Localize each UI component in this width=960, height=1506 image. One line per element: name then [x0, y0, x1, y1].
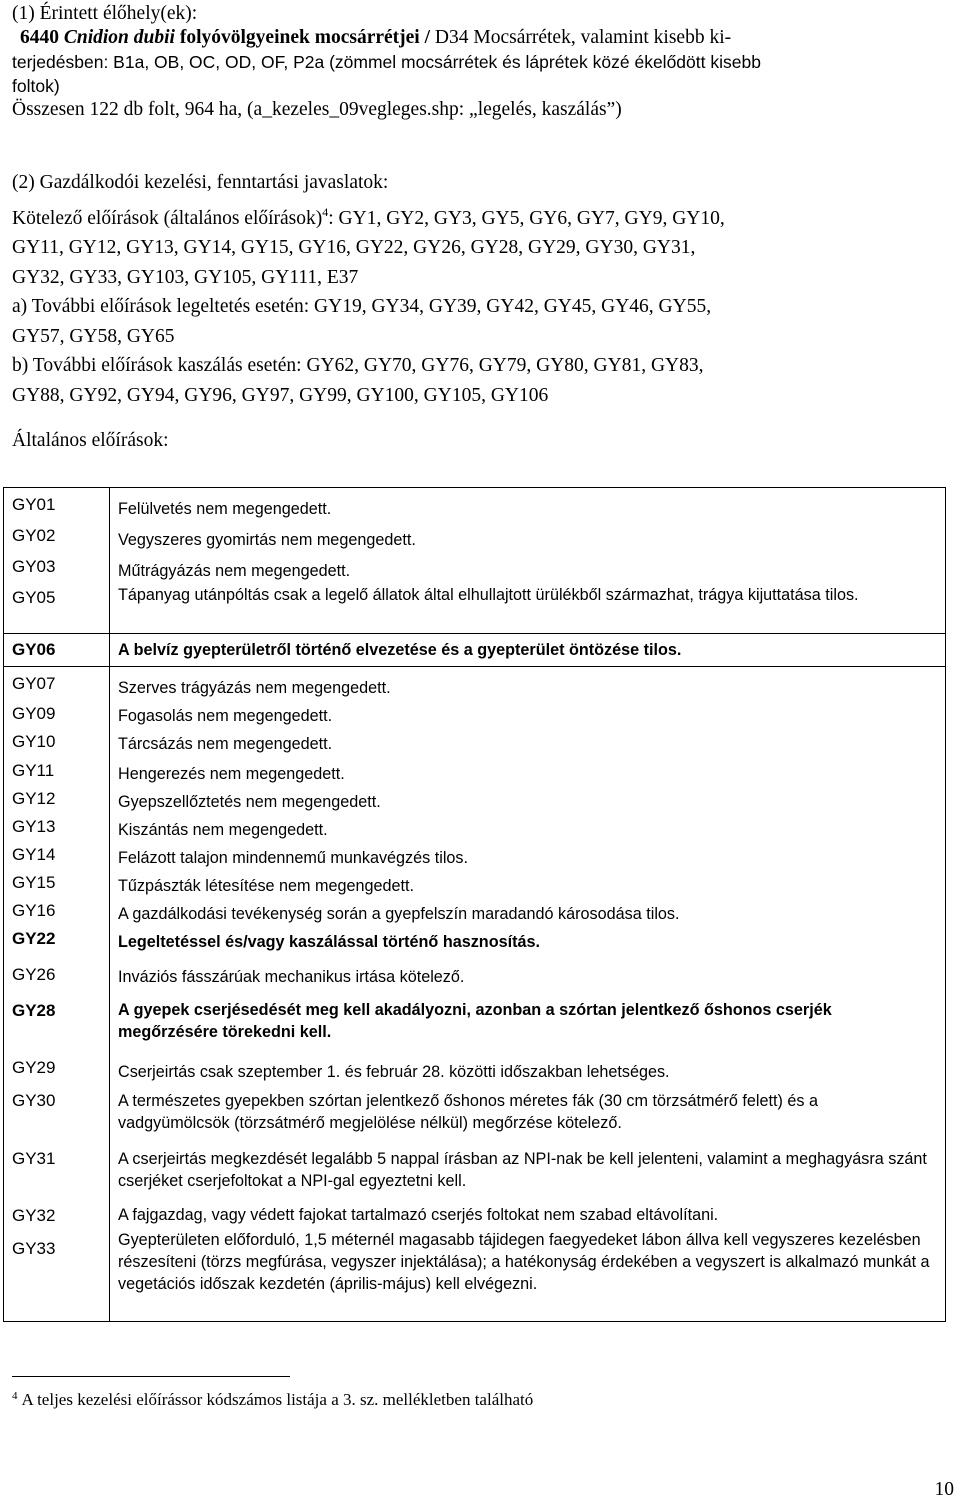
- rule-code: GY12: [12, 789, 56, 808]
- rule-text: A belvíz gyepterületről történő elvezetése és a gyepterület öntözése tilos.: [118, 641, 682, 659]
- rules-table: [3, 487, 946, 1322]
- rule-text: Inváziós fásszárúak mechanikus irtása kötelező.: [118, 968, 465, 986]
- description-cell: [110, 634, 946, 667]
- rule-code: GY10: [12, 732, 56, 751]
- description-cell: [110, 667, 946, 1322]
- rule-text: Tűzpászták létesítése nem megengedett.: [118, 877, 415, 895]
- table-row: [4, 488, 946, 634]
- rule-code: GY02: [12, 526, 56, 545]
- rule-text: A gazdálkodási tevékenység során a gyepfelszín maradandó károsodása tilos.: [118, 905, 680, 923]
- rule-code: GY16: [12, 901, 56, 920]
- rule-code: GY26: [12, 965, 56, 984]
- habitat-title-rest: D34 Mocsárrétek, valamint kisebb ki-: [434, 27, 732, 48]
- rule-code: GY32: [12, 1206, 56, 1225]
- rule-code: GY11: [12, 761, 55, 780]
- rule-text: A cserjeirtás megkezdését legalább 5 nappal írásban az NPI-nak be kell jelenteni, valamint a meghagyásra szánt cserjéket cserjefoltokat a NPI-gal egyeztetni kell.: [118, 1150, 927, 1190]
- code-cell: [4, 667, 110, 1322]
- rule-code: GY22: [12, 929, 56, 948]
- rule-text: Gyepterületen előforduló, 1,5 méternél magasabb tájidegen faegyedeket lábon állva kell vegyszeres kezelésben részesíteni (törzs megfúrása, vegyszer injektálása); a hatékonyság érdekében a vegyszert is alkalmazó munkát a vegetációs időszak kezdetén (április-május) kell elvégezni.: [118, 1231, 930, 1293]
- habitat-title-line: [12, 26, 956, 50]
- habitat-summary: Összesen 122 db folt, 964 ha, (a_kezeles_09vegleges.shp: „legelés, kaszálás”): [12, 99, 622, 120]
- general-rules-heading: Általános előírások:: [12, 430, 169, 451]
- mowing-line-2: GY88, GY92, GY94, GY96, GY97, GY99, GY100, GY105, GY106: [12, 384, 549, 406]
- rule-text: Kiszántás nem megengedett.: [118, 821, 328, 839]
- rule-text: Vegyszeres gyomirtás nem megengedett.: [118, 531, 416, 549]
- rule-text: Felülvetés nem megengedett.: [118, 500, 332, 518]
- rule-text: Legeltetéssel és/vagy kaszálással történő hasznosítás.: [118, 933, 540, 951]
- habitat-code: 6440: [20, 27, 59, 48]
- rule-text: Cserjeirtás csak szeptember 1. és február 28. közötti időszakban lehetséges.: [118, 1063, 670, 1081]
- rule-code: GY33: [12, 1239, 56, 1258]
- mandatory-codes-1: : GY1, GY2, GY3, GY5, GY6, GY7, GY9, GY10,: [328, 207, 725, 229]
- page-number: 10: [934, 1479, 954, 1500]
- habitat-extent-line: terjedésben: B1a, OB, OC, OD, OF, P2a (zömmel mocsárrétek és láprétek közé ékelődött kisebb: [12, 52, 761, 72]
- habitat-section: [12, 2, 956, 122]
- general-rules-section: [12, 426, 956, 456]
- rule-text: Felázott talajon mindennemű munkavégzés tilos.: [118, 849, 469, 867]
- mandatory-line-3: GY32, GY33, GY103, GY105, GY111, E37: [12, 266, 359, 288]
- code-cell: [4, 488, 110, 634]
- rule-text: Gyepszellőztetés nem megengedett.: [118, 793, 381, 811]
- grazing-line-2: GY57, GY58, GY65: [12, 325, 175, 347]
- habitat-species: Cnidion dubii: [63, 27, 175, 48]
- footnote-number: 4: [12, 1390, 18, 1402]
- management-heading: (2) Gazdálkodói kezelési, fenntartási javaslatok:: [12, 172, 389, 193]
- mowing-line-1: b) További előírások kaszálás esetén: GY62, GY70, GY76, GY79, GY80, GY81, GY83,: [12, 355, 704, 376]
- rule-text: A gyepek cserjésedését meg kell akadályozni, azonban a szórtan jelentkező őshonos cserjék megőrzésére törekedni kell.: [118, 1001, 832, 1041]
- code-cell: [4, 634, 110, 667]
- rule-text: Tárcsázás nem megengedett.: [118, 735, 333, 753]
- rule-code: GY05: [12, 588, 56, 607]
- rule-code: GY14: [12, 845, 56, 864]
- management-section: [12, 168, 956, 410]
- footnote-text: A teljes kezelési előírássor kódszámos listája a 3. sz. mellékletben található: [21, 1390, 534, 1409]
- mandatory-line-2: GY11, GY12, GY13, GY14, GY15, GY16, GY22, GY26, GY28, GY29, GY30, GY31,: [12, 237, 696, 258]
- footnote: [12, 1385, 533, 1411]
- rule-code: GY09: [12, 704, 56, 723]
- rule-code: GY01: [12, 495, 56, 514]
- mandatory-prefix: Kötelező előírások (általános előírások): [12, 207, 323, 229]
- table-row: [4, 634, 946, 667]
- habitat-extent-line-2: foltok): [12, 76, 60, 96]
- mandatory-line-1: [12, 198, 956, 234]
- rule-code: GY03: [12, 557, 56, 576]
- rule-code: GY07: [12, 674, 56, 693]
- rule-code: GY29: [12, 1058, 56, 1077]
- footnote-separator: [12, 1376, 290, 1377]
- rule-text: Hengerezés nem megengedett.: [118, 765, 345, 783]
- rule-text: Műtrágyázás nem megengedett.: [118, 562, 351, 580]
- habitat-title: folyóvölgyeinek mocsárrétjei /: [179, 27, 431, 48]
- habitat-heading: (1) Érintett élőhely(ek):: [12, 3, 198, 24]
- rule-text: Fogasolás nem megengedett.: [118, 707, 333, 725]
- description-cell: [110, 488, 946, 634]
- rule-text: Szerves trágyázás nem megengedett.: [118, 679, 391, 697]
- grazing-line-1: a) További előírások legeltetés esetén: GY19, GY34, GY39, GY42, GY45, GY46, GY55,: [12, 296, 712, 317]
- rule-code: GY06: [12, 640, 56, 659]
- table-row: [4, 667, 946, 1322]
- rule-code: GY15: [12, 873, 56, 892]
- rule-code: GY13: [12, 817, 56, 836]
- rule-code: GY31: [12, 1149, 56, 1168]
- rule-code: GY30: [12, 1091, 56, 1110]
- footnote-reference: 4: [322, 204, 329, 219]
- rule-code: GY28: [12, 1001, 56, 1020]
- rule-text: A fajgazdag, vagy védett fajokat tartalmazó cserjés foltokat nem szabad eltávolítani.: [118, 1206, 719, 1224]
- rule-text: A természetes gyepekben szórtan jelentkező őshonos méretes fák (30 cm törzsátmérő felett) és a vadgyümölcsök (törzsátmérő megjelölése nélkül) megőrzése kötelező.: [118, 1092, 818, 1132]
- rule-text: Tápanyag utánpóltás csak a legelő állatok által elhullajtott ürülékből származhat, trágya kijuttatása tilos.: [118, 586, 859, 604]
